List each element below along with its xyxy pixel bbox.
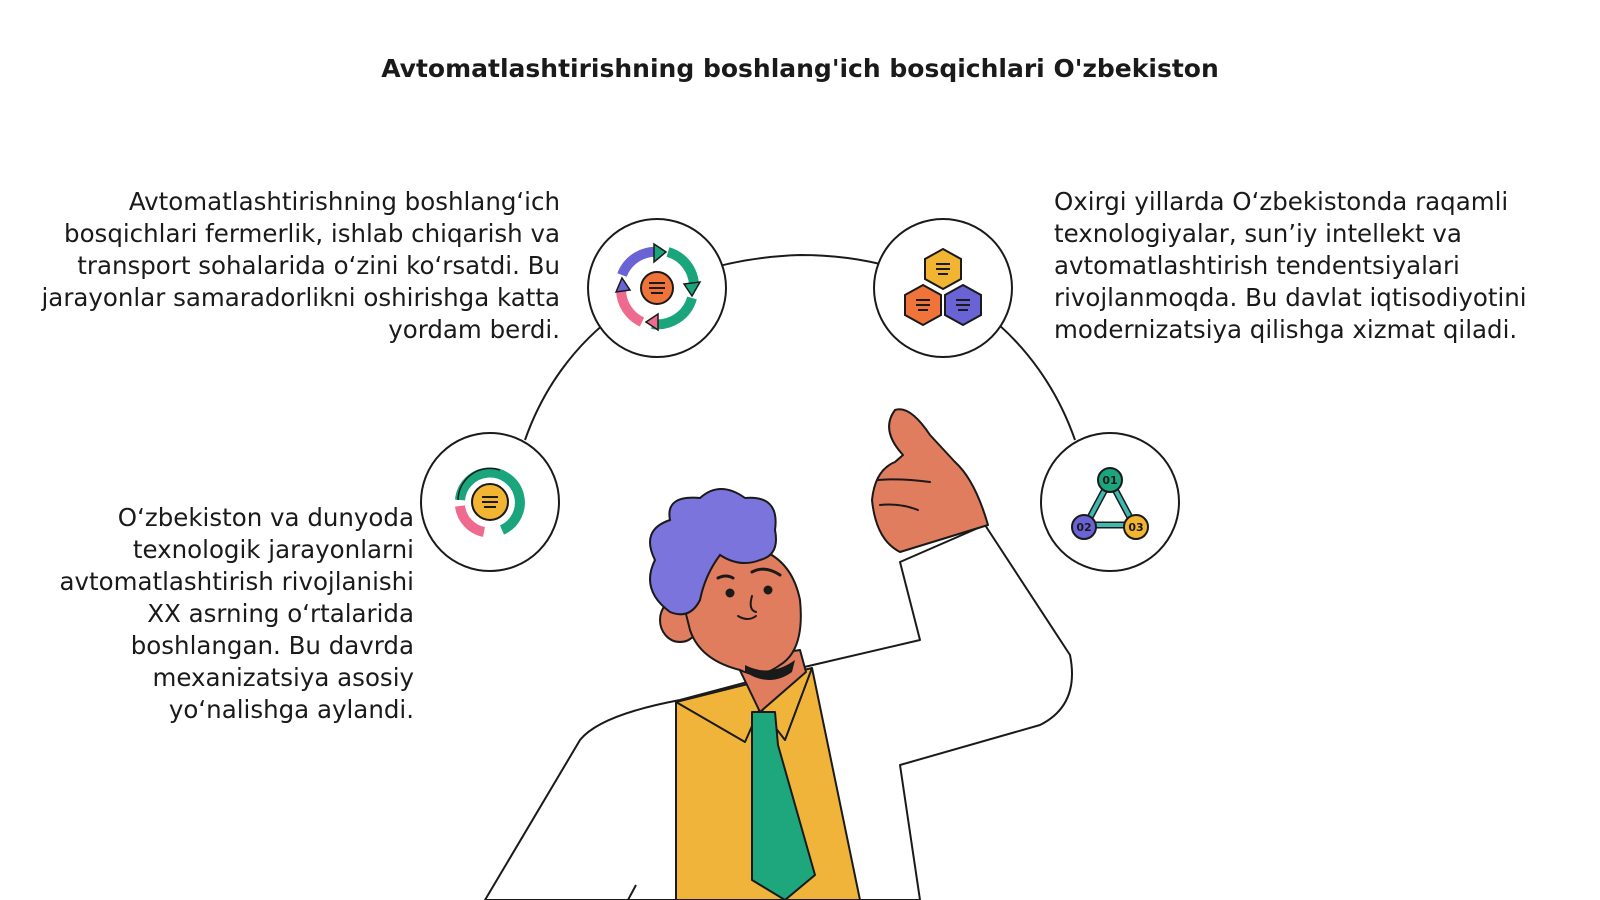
icon-circle-hexagons (874, 219, 1012, 357)
icon-circle-cycle (588, 219, 726, 357)
pointing-hand (872, 409, 988, 552)
icon-circle-ring (421, 433, 559, 571)
node-label-03: 03 (1128, 521, 1144, 534)
eye-right (764, 586, 773, 595)
node-label-01: 01 (1102, 474, 1118, 487)
person-illustration (485, 409, 1072, 900)
page-title: Avtomatlashtirishning boshlang'ich bosqichlari O'zbekiston (381, 54, 1219, 83)
text-block-top-right: Oxirgi yillarda O‘zbekistonda raqamli texnologiyalar, sun’iy intellekt va avtomatlashtirish tendentsiyalari rivojlanmoqda. Bu davlat iqtisodiyotini modernizatsiya qilishga xizmat qiladi. (1054, 187, 1527, 344)
text-block-bottom-left: O‘zbekiston va dunyoda texnologik jarayonlarni avtomatlashtirish rivojlanishi XX asrning o‘rtalarida boshlangan. Bu davrda mexanizatsiya asosiy yo‘nalishga aylandi. (59, 503, 414, 724)
eye-left (726, 589, 735, 598)
icon-circle-triangle (1041, 433, 1179, 571)
text-block-top-left: Avtomatlashtirishning boshlang‘ich bosqichlari fermerlik, ishlab chiqarish va transport sohalarida o‘zini ko‘rsatdi. Bu jarayonlar samaradorlikni oshirishga katta yordam berdi. (41, 187, 560, 344)
node-label-02: 02 (1076, 521, 1092, 534)
